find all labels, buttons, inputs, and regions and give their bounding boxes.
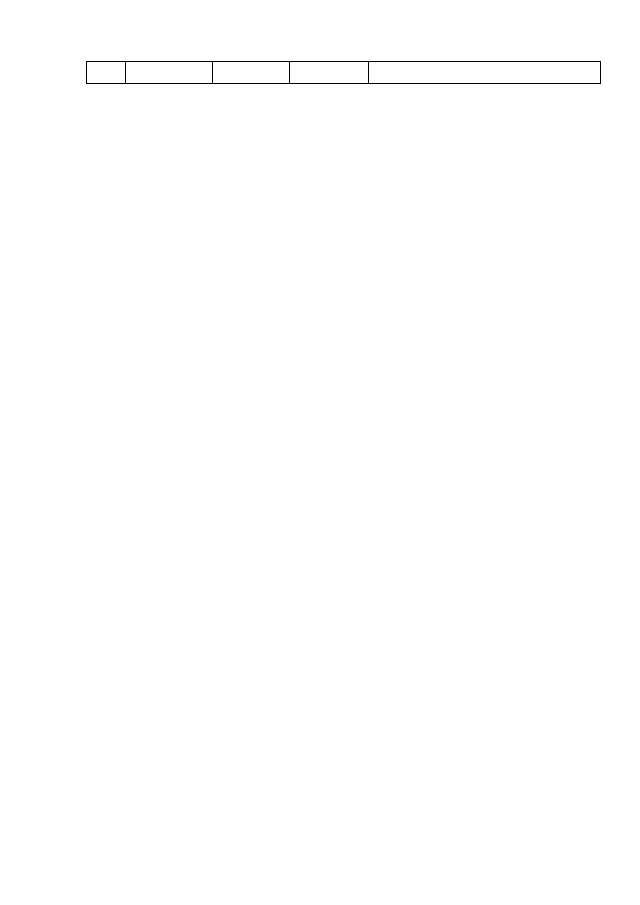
header-cell-4 xyxy=(290,62,369,84)
boundary-points-table xyxy=(86,61,601,84)
header-cell-1 xyxy=(87,62,126,84)
header-cell-2 xyxy=(126,62,213,84)
header-cell-5 xyxy=(369,62,601,84)
table-header-row xyxy=(87,62,601,84)
header-cell-3 xyxy=(213,62,290,84)
